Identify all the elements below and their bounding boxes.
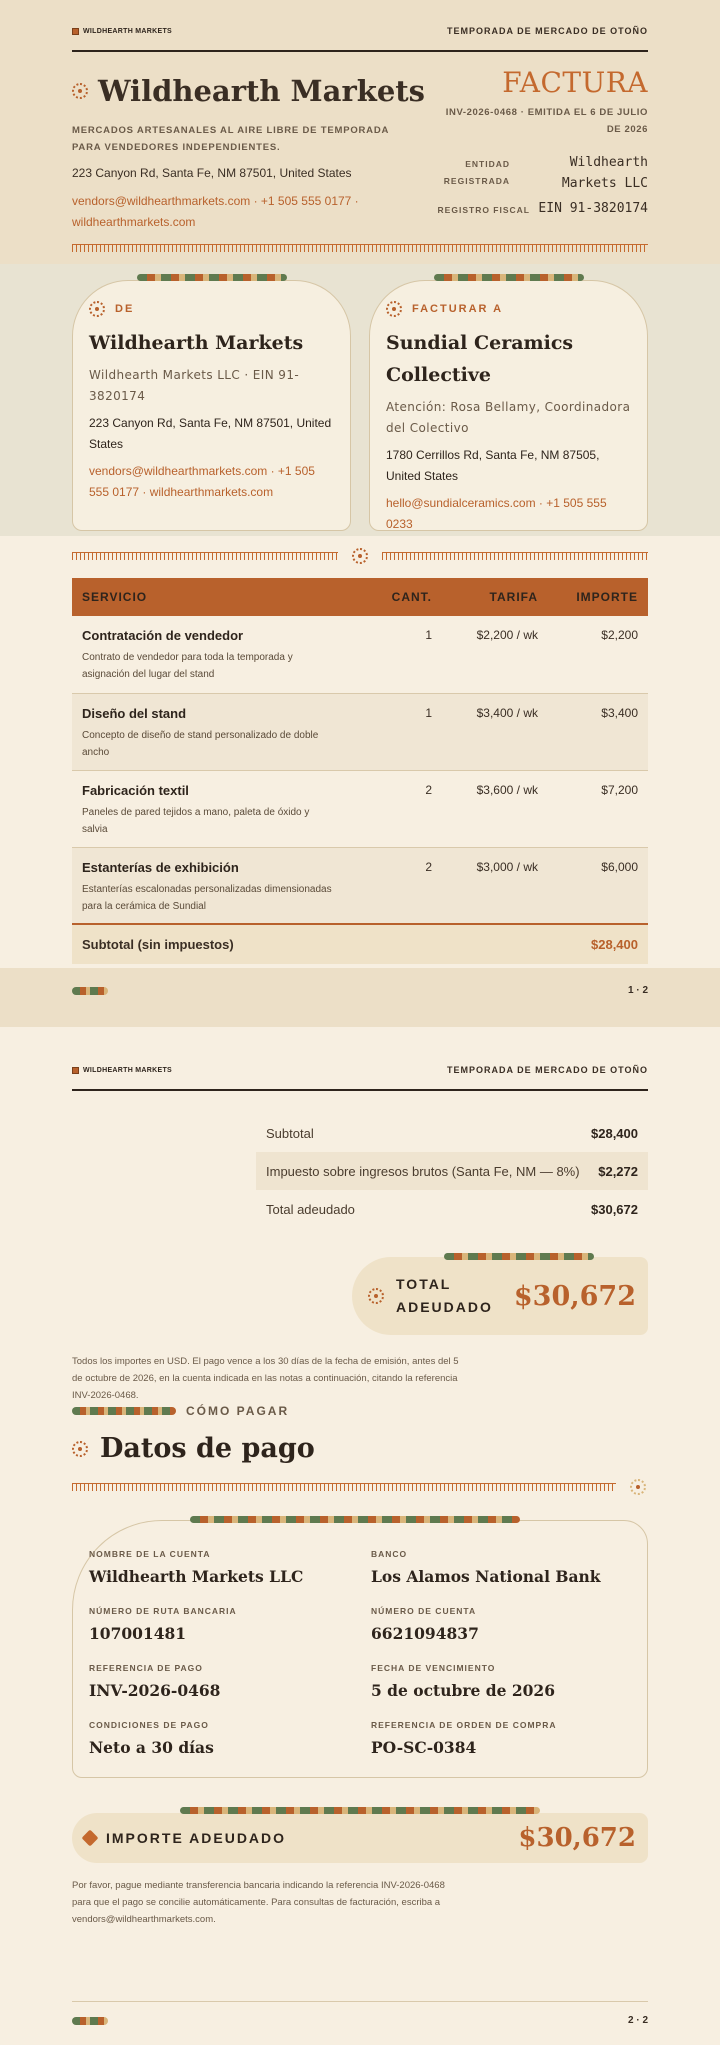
- col-qty: CANT.: [372, 578, 442, 616]
- bank-value: Los Alamos National Bank: [371, 1567, 601, 1586]
- from-address: 223 Canyon Rd, Santa Fe, NM 87501, United States: [89, 416, 332, 451]
- bill-to-contact[interactable]: hello@sundialceramics.com · +1 505 555 0233: [386, 496, 607, 531]
- terms-value: Neto a 30 días: [89, 1738, 214, 1757]
- entity-label: ENTIDAD REGISTRADA: [443, 159, 510, 186]
- page-number: 2 · 2: [627, 2015, 648, 2026]
- page-number: 1 · 2: [627, 985, 648, 996]
- account-number-value: 6621094837: [371, 1624, 479, 1643]
- col-service: SERVICIO: [72, 578, 372, 616]
- from-name: Wildhearth Markets: [89, 332, 304, 354]
- sun-emblem-icon: [630, 1479, 646, 1495]
- footer-stripe-mark: [72, 987, 108, 995]
- company-address: 223 Canyon Rd, Santa Fe, NM 87501, United States: [72, 166, 352, 180]
- routing-value: 107001481: [89, 1624, 187, 1643]
- service-qty: 2: [425, 859, 432, 874]
- service-desc: Estanterías escalonadas personalizadas dimensionadas para la cerámica de Sundial: [82, 883, 332, 912]
- sun-emblem-icon: [89, 301, 105, 317]
- brand-mark-icon: [72, 28, 79, 35]
- diamond-icon: [82, 1830, 99, 1847]
- total-due-box: [352, 1257, 648, 1335]
- account-number-label: NÚMERO DE CUENTA: [371, 1606, 477, 1616]
- total-due-label: TOTAL ADEUDADO: [396, 1276, 493, 1315]
- service-rate: $3,400 / wk: [476, 705, 538, 720]
- payment-tick-rule: [72, 1483, 616, 1491]
- totals-subtotal-row: Subtotal $28,400: [266, 1125, 638, 1141]
- total-box-stripe: [444, 1253, 594, 1260]
- brand-mark-icon: [72, 1067, 79, 1074]
- account-name-value: Wildhearth Markets LLC: [89, 1567, 304, 1586]
- service-rate: $3,600 / wk: [476, 782, 538, 797]
- decorative-tick-rule: [72, 244, 648, 252]
- header-rule: [72, 50, 648, 52]
- service-amount: $2,200: [601, 628, 638, 642]
- service-qty: 2: [425, 782, 432, 797]
- service-title: Diseño del stand: [82, 705, 187, 721]
- amount-due-bar: [72, 1813, 648, 1863]
- from-legal: Wildhearth Markets LLC · EIN 91-3820174: [89, 368, 300, 403]
- table-row: [72, 770, 648, 847]
- page-footer-band: [0, 968, 720, 1027]
- bill-to-attention: Atención: Rosa Bellamy, Coordinadora del Colectivo: [386, 400, 631, 435]
- service-amount: $7,200: [601, 782, 638, 797]
- service-title: Estanterías de exhibición: [82, 859, 239, 875]
- subtotal-value: $28,400: [591, 937, 638, 952]
- bill-to-heading: FACTURAR A: [386, 301, 631, 317]
- table-row: [72, 693, 648, 770]
- amount-due-stripe: [180, 1807, 540, 1814]
- divider-left: [72, 552, 338, 560]
- invoice-meta: INV-2026-0468 · EMITIDA EL 6 DE JULIO DE 2026: [445, 107, 648, 135]
- table-header-row: [72, 578, 648, 616]
- running-brand: WILDHEARTH MARKETS: [72, 28, 172, 35]
- due-date-value: 5 de octubre de 2026: [371, 1681, 555, 1700]
- from-card-stripe: [137, 274, 287, 281]
- service-title: Contratación de vendedor: [82, 628, 244, 643]
- terms-label: CONDICIONES DE PAGO: [89, 1720, 209, 1730]
- season-label: TEMPORADA DE MERCADO DE OTOÑO: [446, 26, 648, 36]
- col-amount: IMPORTE: [548, 578, 648, 616]
- service-amount: $3,400: [601, 705, 638, 720]
- po-value: PO-SC-0384: [371, 1738, 477, 1757]
- bill-to-address: 1780 Cerrillos Rd, Santa Fe, NM 87505, United States: [386, 448, 600, 483]
- service-title: Fabricación textil: [82, 782, 189, 798]
- from-contact[interactable]: vendors@wildhearthmarkets.com · +1 505 555 0177 · wildhearthmarkets.com: [89, 464, 315, 499]
- tax-id-value: EIN 91-3820174: [538, 201, 648, 216]
- divider-emblem: [352, 548, 368, 569]
- service-desc: Concepto de diseño de stand personalizado de doble ancho: [82, 729, 319, 758]
- col-rate: TARIFA: [442, 578, 548, 616]
- subtotal-label: Subtotal (sin impuestos): [82, 937, 234, 952]
- sun-emblem-icon: [352, 548, 368, 564]
- entity-value: Wildhearth Markets LLC: [561, 155, 648, 191]
- service-rate: $2,200 / wk: [476, 628, 538, 642]
- from-card: [72, 280, 351, 531]
- payment-ref-value: INV-2026-0468: [89, 1681, 221, 1700]
- season-label: TEMPORADA DE MERCADO DE OTOÑO: [446, 1065, 648, 1075]
- how-to-pay-kicker: CÓMO PAGAR: [72, 1404, 289, 1418]
- bill-to-name: Sundial Ceramics Collective: [386, 332, 574, 386]
- amount-due-value: $30,672: [518, 1823, 636, 1853]
- payment-card-stripe: [190, 1516, 520, 1523]
- company-contact[interactable]: vendors@wildhearthmarkets.com · +1 505 555 0177 · wildhearthmarkets.com: [72, 194, 359, 229]
- account-name-label: NOMBRE DE LA CUENTA: [89, 1549, 211, 1559]
- due-date-label: FECHA DE VENCIMIENTO: [371, 1663, 496, 1673]
- invoice-page-2: [0, 1027, 720, 2045]
- payment-details-card: [72, 1520, 648, 1778]
- bill-to-card-stripe: [434, 274, 584, 281]
- service-rate: $3,000 / wk: [476, 859, 538, 874]
- services-table: [72, 578, 648, 964]
- totals-due-row: Total adeudado $30,672: [266, 1201, 638, 1217]
- divider-right: [382, 552, 648, 560]
- total-due-amount: $30,672: [513, 1280, 636, 1312]
- bill-to-card: [369, 280, 648, 531]
- footer-rule: [72, 2001, 648, 2002]
- running-brand: WILDHEARTH MARKETS: [72, 1067, 172, 1074]
- tax-id-label: REGISTRO FISCAL: [437, 205, 530, 215]
- payment-ref-label: REFERENCIA DE PAGO: [89, 1663, 203, 1673]
- po-label: REFERENCIA DE ORDEN DE COMPRA: [371, 1720, 557, 1730]
- sun-emblem-icon: [386, 301, 402, 317]
- invoice-title: FACTURA: [502, 66, 648, 99]
- service-desc: Contrato de vendedor para toda la temporada y asignación del lugar del stand: [82, 652, 293, 680]
- payment-details-title: Datos de pago: [72, 1433, 315, 1464]
- tagline: MERCADOS ARTESANALES AL AIRE LIBRE DE TEMPORADA PARA VENDEDORES INDEPENDIENTES.: [72, 125, 389, 153]
- sun-emblem-icon: [72, 83, 88, 99]
- routing-label: NÚMERO DE RUTA BANCARIA: [89, 1606, 237, 1616]
- closing-note: Por favor, pague mediante transferencia bancaria indicando la referencia INV-2026-0468 para que el pago se concilie automáticamente. Para consultas de facturación, escriba a vendors@wildhearthmarkets.com.: [72, 1880, 445, 1925]
- service-amount: $6,000: [601, 859, 638, 874]
- kicker-stripe-mark: [72, 1407, 176, 1415]
- footer-stripe-mark: [72, 2017, 108, 2025]
- service-qty: 1: [425, 628, 432, 642]
- payment-note: Todos los importes en USD. El pago vence a los 30 días de la fecha de emisión, antes del 5 de octubre de 2026, en la cuenta indicada en las notas a continuación, citando la referencia INV-2026-0468.: [72, 1356, 459, 1401]
- table-row: [72, 847, 648, 924]
- subtotal-row: [72, 924, 648, 964]
- header-rule: [72, 1089, 648, 1091]
- from-heading: DE: [89, 301, 334, 317]
- amount-due-label: IMPORTE ADEUDADO: [106, 1830, 287, 1846]
- sun-emblem-icon: [368, 1288, 384, 1304]
- totals-tax-row: Impuesto sobre ingresos brutos (Santa Fe, NM — 8%) $2,272: [256, 1152, 648, 1190]
- service-desc: Paneles de pared tejidos a mano, paleta de óxido y salvia: [82, 806, 310, 835]
- bank-label: BANCO: [371, 1549, 408, 1559]
- sun-emblem-icon: [72, 1441, 88, 1457]
- table-row: [72, 616, 648, 693]
- service-qty: 1: [425, 705, 432, 720]
- rule-end-emblem: [630, 1479, 646, 1500]
- company-logo: Wildhearth Markets: [72, 74, 425, 108]
